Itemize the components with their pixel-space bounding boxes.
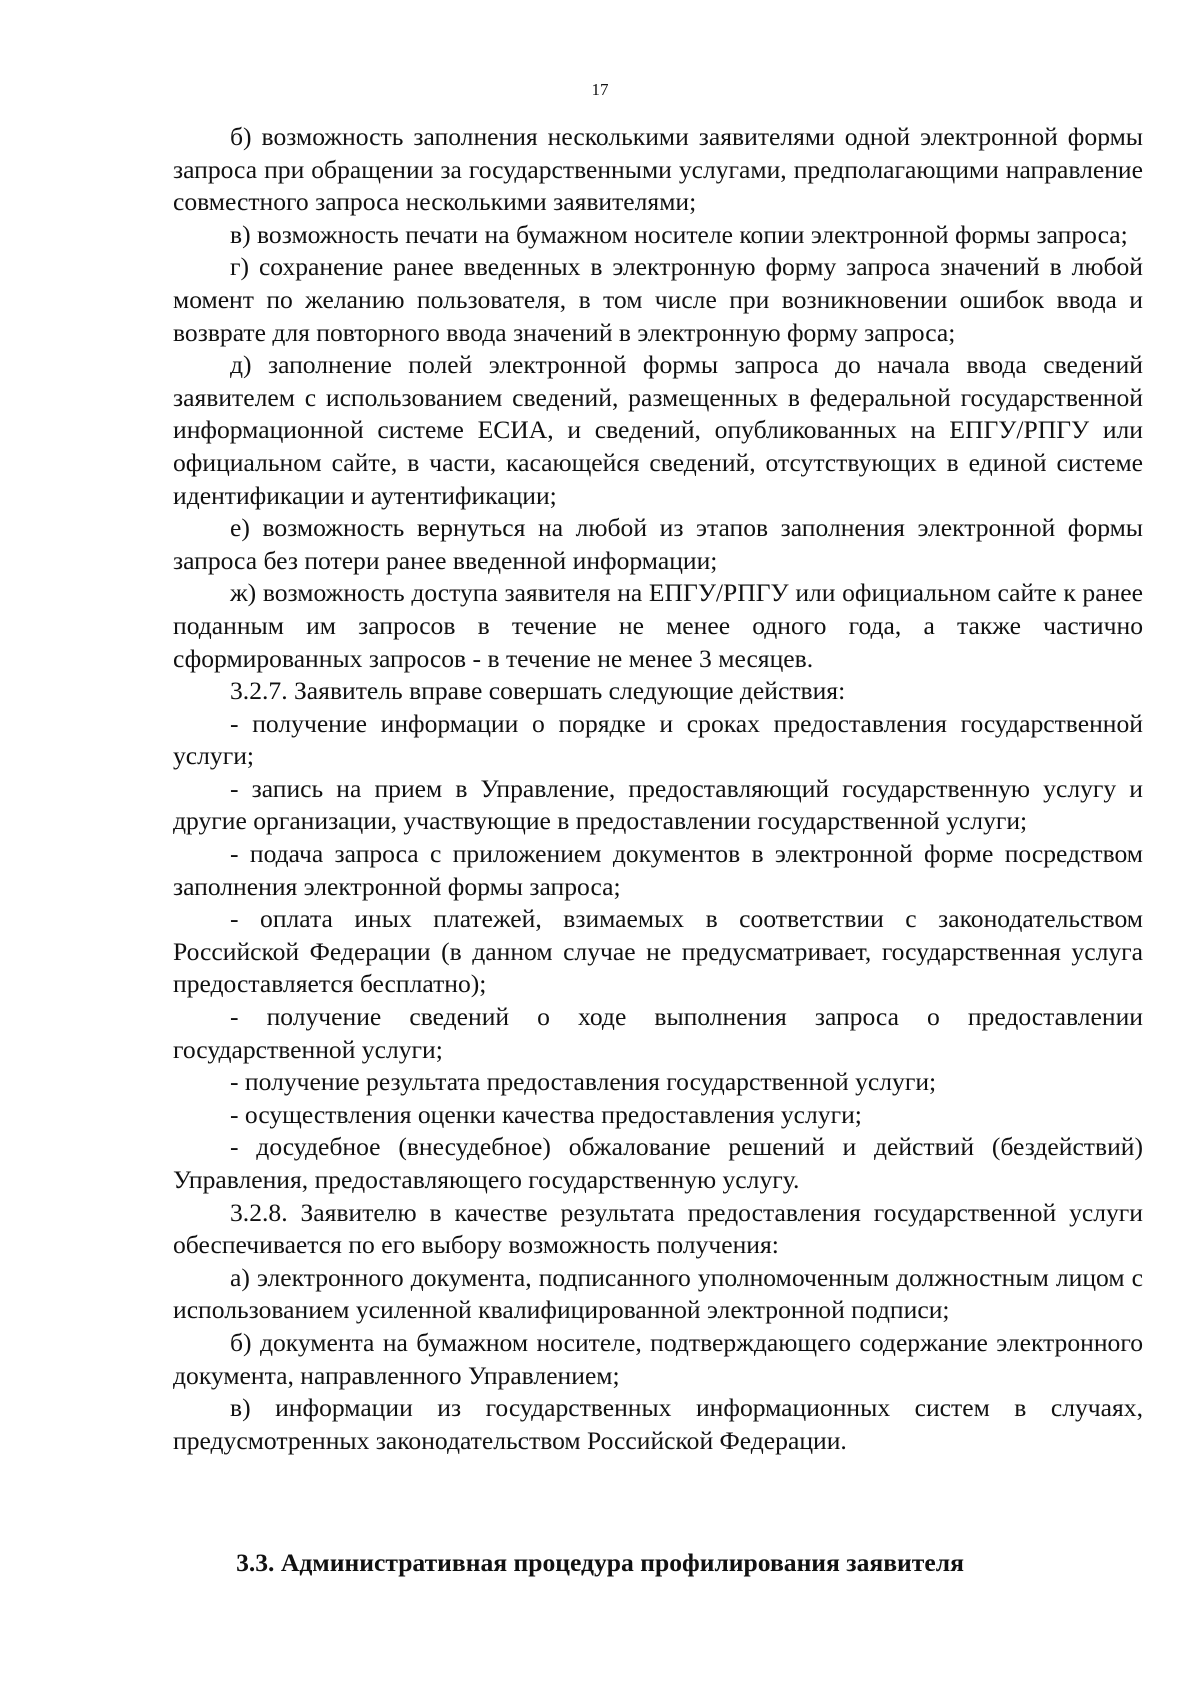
paragraph-d-prefill-fields: д) заполнение полей электронной формы запроса до начала ввода сведений заявителем с использованием сведений, размещенных в федеральной государственной информационной системе ЕСИА, и сведений, опубликованных на ЕПГУ/РПГУ или официальном сайте, в части, касающейся сведений, отсутствующих в единой системе идентификации и аутентификации; — [173, 350, 1143, 510]
paragraph-b-paper-document: б) документа на бумажном носителе, подтверждающего содержание электронного документа, направленного Управлением; — [173, 1327, 1143, 1390]
list-item-get-information: - получение информации о порядке и сроках предоставления государственной услуги; — [173, 708, 1143, 771]
list-item-appeal: - досудебное (внесудебное) обжалование решений и действий (бездействий) Управления, предоставляющего государственную услугу. — [173, 1132, 1143, 1194]
paragraph-g-save-values: г) сохранение ранее введенных в электронную форму запроса значений в любой момент по желанию пользователя, в том числе при возникновении ошибок ввода и возврате для повторного ввода значений в электронную форму запроса; — [173, 252, 1143, 347]
list-item-payment: - оплата иных платежей, взимаемых в соответствии с законодательством Российской Федерации (в данном случае не предусматривает, государственная услуга предоставляется бесплатно); — [173, 904, 1143, 999]
list-item-get-result: - получение результата предоставления государственной услуги; — [230, 1067, 937, 1097]
list-item-appointment: - запись на прием в Управление, предоставляющий государственную услугу и другие организации, участвующие в предоставлении государственной услуги; — [173, 773, 1143, 836]
paragraph-zh-access-requests: ж) возможность доступа заявителя на ЕПГУ/РПГУ или официальном сайте к ранее поданным им запросов в течение не менее одного года, а также частично сформированных запросов - в течение не менее 3 месяцев. — [173, 578, 1143, 673]
document-body — [173, 121, 1143, 1457]
paragraph-v-information-systems: в) информации из государственных информационных систем в случаях, предусмотренных законодательством Российской Федерации. — [173, 1393, 1143, 1455]
paragraph-v-print-copy: в) возможность печати на бумажном носителе копии электронной формы запроса; — [230, 219, 1128, 249]
paragraph-b-joint-form: б) возможность заполнения несколькими заявителями одной электронной формы запроса при обращении за государственными услугами, предполагающими направление совместного запроса несколькими заявителями; — [173, 122, 1143, 217]
list-item-quality-assessment: - осуществления оценки качества предоставления услуги; — [230, 1099, 862, 1129]
paragraph-3-2-7-heading: 3.2.7. Заявитель вправе совершать следующие действия: — [230, 676, 846, 706]
paragraph-3-2-8: 3.2.8. Заявителю в качестве результата предоставления государственной услуги обеспечивается по его выбору возможность получения: — [173, 1197, 1143, 1260]
paragraph-a-electronic-document: а) электронного документа, подписанного уполномоченным должностным лицом с использованием усиленной квалифицированной электронной подписи; — [173, 1262, 1143, 1325]
list-item-submit-request: - подача запроса с приложением документов в электронной форме посредством заполнения электронной формы запроса; — [173, 839, 1143, 901]
list-item-request-status: - получение сведений о ходе выполнения запроса о предоставлении государственной услуги; — [173, 1002, 1143, 1064]
paragraph-e-return-to-step: е) возможность вернуться на любой из этапов заполнения электронной формы запроса без потери ранее введенной информации; — [173, 513, 1143, 575]
section-heading: 3.3. Административная процедура профилирования заявителя — [236, 1548, 964, 1577]
page-number: 17 — [591, 80, 609, 99]
